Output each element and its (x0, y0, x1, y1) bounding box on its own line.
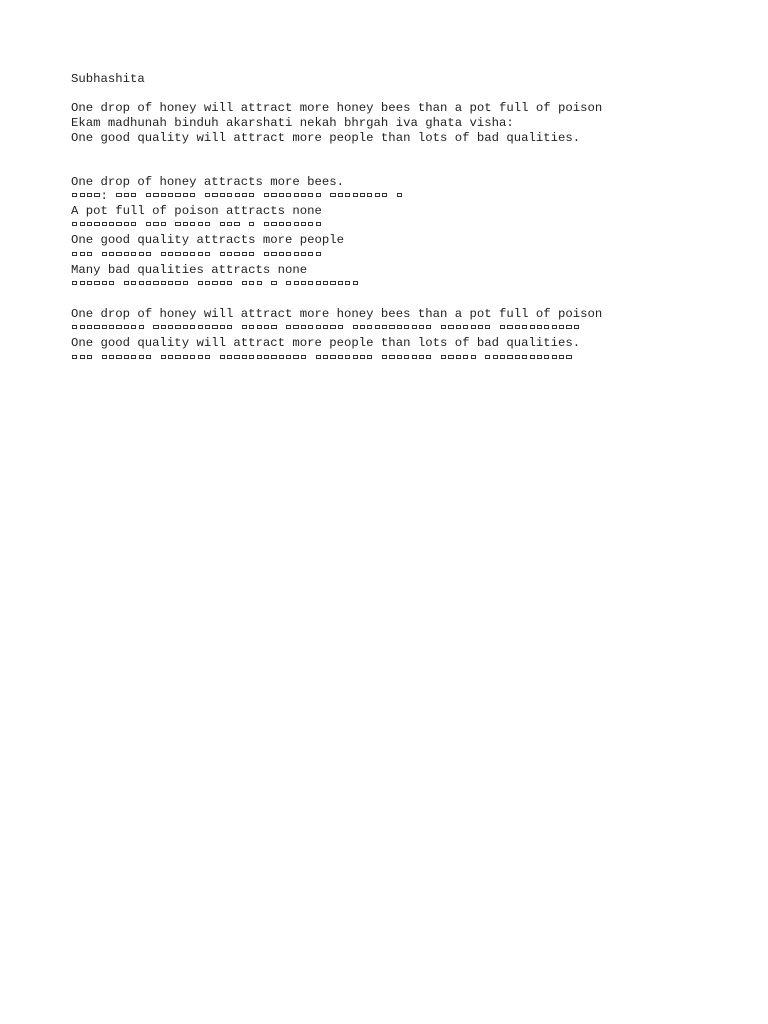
missing-glyph-box (294, 222, 299, 226)
missing-glyph-box (212, 325, 217, 329)
missing-glyph-box (485, 355, 490, 359)
document-title: Subhashita (71, 72, 145, 86)
missing-glyph-box (301, 193, 306, 197)
missing-glyph-box (205, 222, 210, 226)
missing-glyph-box (412, 325, 417, 329)
missing-glyph-box (257, 281, 262, 285)
missing-glyph-box (441, 325, 446, 329)
missing-glyph-box (94, 325, 99, 329)
missing-glyph-box (574, 325, 579, 329)
missing-glyph-box (316, 281, 321, 285)
missing-glyph-box (72, 252, 77, 256)
missing-glyph-box (530, 325, 535, 329)
missing-glyph-box (72, 222, 77, 226)
missing-glyph-box (161, 355, 166, 359)
missing-glyph-box (500, 325, 505, 329)
missing-glyph-box (175, 325, 180, 329)
missing-glyph-box (205, 325, 210, 329)
missing-glyph-box (308, 193, 313, 197)
missing-glyph-box (279, 193, 284, 197)
spacer (71, 146, 751, 175)
missing-glyph-box (227, 252, 232, 256)
missing-glyph-box (397, 325, 402, 329)
missing-glyph-box (515, 325, 520, 329)
missing-glyph-box (124, 222, 129, 226)
summary-2-native-text (71, 351, 751, 366)
missing-glyph-box (131, 281, 136, 285)
missing-glyph-box (220, 325, 225, 329)
missing-glyph-box (559, 355, 564, 359)
missing-glyph-box (242, 252, 247, 256)
missing-glyph-box (316, 222, 321, 226)
missing-glyph-box (80, 281, 85, 285)
missing-glyph-box (87, 325, 92, 329)
missing-glyph-box (116, 222, 121, 226)
missing-glyph-box (220, 281, 225, 285)
missing-glyph-box (308, 252, 313, 256)
missing-glyph-box (397, 193, 402, 197)
missing-glyph-box (183, 222, 188, 226)
missing-glyph-box (345, 193, 350, 197)
missing-glyph-box (80, 222, 85, 226)
missing-glyph-box (220, 355, 225, 359)
missing-glyph-box (109, 252, 114, 256)
missing-glyph-box (87, 193, 92, 197)
missing-glyph-box (131, 193, 136, 197)
missing-glyph-box (382, 325, 387, 329)
missing-glyph-box (102, 252, 107, 256)
missing-glyph-box (537, 355, 542, 359)
missing-glyph-box (367, 193, 372, 197)
missing-glyph-box (80, 193, 85, 197)
missing-glyph-box (345, 355, 350, 359)
missing-glyph-box (294, 193, 299, 197)
missing-glyph-box (234, 355, 239, 359)
missing-glyph-box (360, 193, 365, 197)
missing-glyph-box (419, 355, 424, 359)
missing-glyph-box (566, 325, 571, 329)
missing-glyph-box (530, 355, 535, 359)
missing-glyph-box (271, 325, 276, 329)
missing-glyph-box (316, 252, 321, 256)
missing-glyph-box (493, 355, 498, 359)
missing-glyph-box (116, 252, 121, 256)
missing-glyph-box (345, 281, 350, 285)
missing-glyph-box (153, 193, 158, 197)
missing-glyph-box (124, 355, 129, 359)
missing-glyph-box (264, 325, 269, 329)
missing-glyph-box (308, 325, 313, 329)
missing-glyph-box (404, 355, 409, 359)
missing-glyph-box (80, 325, 85, 329)
missing-glyph-box (522, 325, 527, 329)
missing-glyph-box (257, 325, 262, 329)
missing-glyph-box (301, 281, 306, 285)
missing-glyph-box (323, 355, 328, 359)
missing-glyph-box (330, 355, 335, 359)
missing-glyph-box (102, 222, 107, 226)
missing-glyph-box (124, 325, 129, 329)
missing-glyph-box (500, 355, 505, 359)
missing-glyph-box (338, 281, 343, 285)
missing-glyph-box (94, 281, 99, 285)
missing-glyph-box (271, 281, 276, 285)
pair-2-native-text (71, 219, 751, 234)
missing-glyph-box (294, 281, 299, 285)
missing-glyph-box (441, 355, 446, 359)
missing-glyph-box (161, 252, 166, 256)
missing-glyph-box (175, 252, 180, 256)
document-body (71, 72, 751, 366)
missing-glyph-box (190, 355, 195, 359)
missing-glyph-box (205, 355, 210, 359)
missing-glyph-box (552, 325, 557, 329)
missing-glyph-box (131, 325, 136, 329)
missing-glyph-box (94, 222, 99, 226)
missing-glyph-box (220, 252, 225, 256)
missing-glyph-box (301, 325, 306, 329)
missing-glyph-box (448, 355, 453, 359)
missing-glyph-box (257, 355, 262, 359)
missing-glyph-box (286, 252, 291, 256)
missing-glyph-box (323, 325, 328, 329)
missing-glyph-box (338, 355, 343, 359)
missing-glyph-box (286, 325, 291, 329)
missing-glyph-box (220, 222, 225, 226)
missing-glyph-box (87, 252, 92, 256)
missing-glyph-box (559, 325, 564, 329)
missing-glyph-box (522, 355, 527, 359)
intro-line-english: One drop of honey will attract more honey bees than a pot full of poison (71, 101, 603, 116)
missing-glyph-box (212, 193, 217, 197)
missing-glyph-box (183, 193, 188, 197)
missing-glyph-box (212, 281, 217, 285)
missing-glyph-box (448, 325, 453, 329)
missing-glyph-box (301, 355, 306, 359)
missing-glyph-box (566, 355, 571, 359)
missing-glyph-box (102, 325, 107, 329)
missing-glyph-box (175, 355, 180, 359)
missing-glyph-box (426, 355, 431, 359)
missing-glyph-box (168, 193, 173, 197)
missing-glyph-box (360, 325, 365, 329)
missing-glyph-box (190, 222, 195, 226)
missing-glyph-box (382, 355, 387, 359)
missing-glyph-box (168, 252, 173, 256)
missing-glyph-box (72, 193, 77, 197)
missing-glyph-box (330, 325, 335, 329)
missing-glyph-box (190, 325, 195, 329)
missing-glyph-box (242, 281, 247, 285)
pair-2-english: A pot full of poison attracts none (71, 203, 322, 218)
missing-glyph-box (146, 281, 151, 285)
missing-glyph-box (161, 281, 166, 285)
missing-glyph-box (242, 355, 247, 359)
missing-glyph-box (308, 222, 313, 226)
missing-glyph-box (316, 355, 321, 359)
missing-glyph-box (249, 325, 254, 329)
missing-glyph-box (286, 222, 291, 226)
missing-glyph-box (153, 325, 158, 329)
missing-glyph-box (471, 355, 476, 359)
missing-glyph-box (205, 281, 210, 285)
missing-glyph-box (235, 193, 240, 197)
missing-glyph-box (227, 222, 232, 226)
pair-4-english: Many bad qualities attracts none (71, 262, 308, 277)
missing-glyph-box (353, 281, 358, 285)
missing-glyph-box (116, 193, 121, 197)
missing-glyph-box (168, 325, 173, 329)
missing-glyph-box (205, 193, 210, 197)
missing-glyph-box (116, 325, 121, 329)
missing-glyph-box (485, 325, 490, 329)
missing-glyph-box (286, 193, 291, 197)
intro-line-transliteration: Ekam madhunah binduh akarshati nekah bhrgah iva ghata visha: (71, 116, 514, 131)
missing-glyph-box (456, 325, 461, 329)
missing-glyph-box (198, 252, 203, 256)
missing-glyph-box (175, 193, 180, 197)
missing-glyph-box (242, 325, 247, 329)
missing-glyph-box (190, 193, 195, 197)
missing-glyph-box (139, 355, 144, 359)
missing-glyph-box (146, 222, 151, 226)
missing-glyph-box (412, 355, 417, 359)
missing-glyph-box (198, 355, 203, 359)
missing-glyph-box (131, 252, 136, 256)
missing-glyph-box (146, 355, 151, 359)
spacer (71, 87, 751, 102)
missing-glyph-box (87, 355, 92, 359)
missing-glyph-box (168, 281, 173, 285)
missing-glyph-box (264, 193, 269, 197)
missing-glyph-box (419, 325, 424, 329)
missing-glyph-box (102, 355, 107, 359)
missing-glyph-box (183, 281, 188, 285)
missing-glyph-box (161, 193, 166, 197)
missing-glyph-box (426, 325, 431, 329)
missing-glyph-box (249, 222, 254, 226)
missing-glyph-box (375, 193, 380, 197)
missing-glyph-box (279, 222, 284, 226)
missing-glyph-box (279, 252, 284, 256)
missing-glyph-box (227, 281, 232, 285)
missing-glyph-box (323, 281, 328, 285)
missing-glyph-box (72, 281, 77, 285)
missing-glyph-box (367, 325, 372, 329)
missing-glyph-box (353, 325, 358, 329)
missing-glyph-box (330, 281, 335, 285)
missing-glyph-box (507, 325, 512, 329)
missing-glyph-box (109, 281, 114, 285)
spacer (71, 292, 751, 307)
missing-glyph-box (109, 325, 114, 329)
missing-glyph-box (72, 355, 77, 359)
missing-glyph-box (94, 193, 99, 197)
missing-glyph-box (234, 252, 239, 256)
missing-glyph-box (139, 325, 144, 329)
missing-glyph-box (249, 355, 254, 359)
missing-glyph-box (507, 355, 512, 359)
missing-glyph-box (124, 193, 129, 197)
missing-glyph-box (124, 252, 129, 256)
missing-glyph-box (227, 355, 232, 359)
missing-glyph-box (338, 193, 343, 197)
missing-glyph-box (139, 281, 144, 285)
missing-glyph-box (87, 281, 92, 285)
pair-4-native-text (71, 277, 751, 292)
missing-glyph-box (183, 325, 188, 329)
missing-glyph-box (360, 355, 365, 359)
missing-glyph-box (404, 325, 409, 329)
missing-glyph-box (109, 355, 114, 359)
missing-glyph-box (271, 193, 276, 197)
missing-glyph-box (537, 325, 542, 329)
missing-glyph-box (198, 325, 203, 329)
missing-glyph-box (80, 355, 85, 359)
missing-glyph-box (271, 252, 276, 256)
summary-1-native-text (71, 322, 751, 337)
missing-glyph-box (131, 222, 136, 226)
missing-glyph-box (375, 325, 380, 329)
missing-glyph-box (205, 252, 210, 256)
missing-glyph-box (301, 222, 306, 226)
missing-glyph-box (286, 281, 291, 285)
missing-glyph-box (463, 355, 468, 359)
missing-glyph-box (249, 281, 254, 285)
missing-glyph-box (316, 325, 321, 329)
missing-glyph-box (161, 325, 166, 329)
missing-glyph-box (146, 252, 151, 256)
pair-3-native-text (71, 248, 751, 263)
missing-glyph-box (183, 355, 188, 359)
missing-glyph-box (338, 325, 343, 329)
missing-glyph-box (220, 193, 225, 197)
missing-glyph-box (227, 325, 232, 329)
missing-glyph-box (279, 355, 284, 359)
missing-glyph-box (293, 355, 298, 359)
missing-glyph-box (264, 355, 269, 359)
summary-1-english: One drop of honey will attract more honey bees than a pot full of poison (71, 306, 603, 321)
missing-glyph-box (389, 355, 394, 359)
missing-glyph-box (175, 281, 180, 285)
pair-1-native-text: : (71, 189, 751, 204)
missing-glyph-box (249, 252, 254, 256)
missing-glyph-box (367, 355, 372, 359)
missing-glyph-box (308, 281, 313, 285)
missing-glyph-box (234, 222, 239, 226)
missing-glyph-box (249, 193, 254, 197)
missing-glyph-box (175, 222, 180, 226)
intro-line-meaning: One good quality will attract more people than lots of bad qualities. (71, 130, 581, 145)
missing-glyph-box (131, 355, 136, 359)
missing-glyph-box (264, 222, 269, 226)
missing-glyph-box (198, 222, 203, 226)
missing-glyph-box (198, 281, 203, 285)
missing-glyph-box (286, 355, 291, 359)
summary-2-english: One good quality will attract more people than lots of bad qualities. (71, 336, 581, 351)
missing-glyph-box (478, 325, 483, 329)
missing-glyph-box (161, 222, 166, 226)
missing-glyph-box (382, 193, 387, 197)
missing-glyph-box (544, 325, 549, 329)
missing-glyph-box (463, 325, 468, 329)
missing-glyph-box (80, 252, 85, 256)
missing-glyph-box (168, 355, 173, 359)
missing-glyph-box (316, 193, 321, 197)
missing-glyph-box (190, 252, 195, 256)
missing-glyph-box (397, 355, 402, 359)
missing-glyph-box (552, 355, 557, 359)
missing-glyph-box (227, 193, 232, 197)
missing-glyph-box (271, 222, 276, 226)
missing-glyph-box (330, 193, 335, 197)
missing-glyph-box (183, 252, 188, 256)
missing-glyph-box (146, 193, 151, 197)
missing-glyph-box (102, 281, 107, 285)
missing-glyph-box (471, 325, 476, 329)
missing-glyph-box (271, 355, 276, 359)
missing-glyph-box (456, 355, 461, 359)
missing-glyph-box (153, 281, 158, 285)
missing-glyph-box (72, 325, 77, 329)
pair-3-english: One good quality attracts more people (71, 233, 345, 248)
missing-glyph-box (515, 355, 520, 359)
missing-glyph-box (353, 355, 358, 359)
missing-glyph-box (242, 193, 247, 197)
missing-glyph-box (293, 325, 298, 329)
missing-glyph-box (153, 222, 158, 226)
missing-glyph-box (544, 355, 549, 359)
missing-glyph-box (124, 281, 129, 285)
pair-1-english: One drop of honey attracts more bees. (71, 174, 345, 189)
missing-glyph-box (87, 222, 92, 226)
missing-glyph-box (264, 252, 269, 256)
missing-glyph-box (109, 222, 114, 226)
missing-glyph-box (301, 252, 306, 256)
missing-glyph-box (294, 252, 299, 256)
missing-glyph-box (116, 355, 121, 359)
missing-glyph-box (353, 193, 358, 197)
missing-glyph-box (389, 325, 394, 329)
missing-glyph-box (139, 252, 144, 256)
